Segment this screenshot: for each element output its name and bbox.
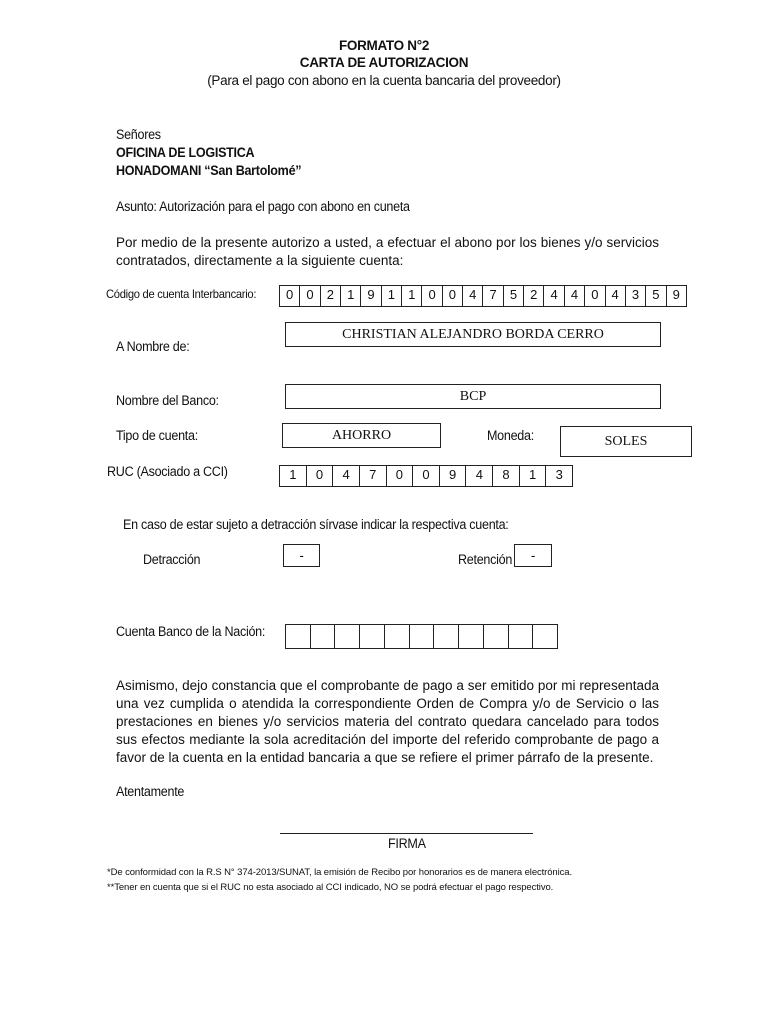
footnote: **Tener en cuenta que si el RUC no esta asociado al CCI indicado, NO se podrá efectuar el pago respectivo.: [107, 882, 554, 893]
currency-label: Moneda:: [487, 428, 534, 443]
form-note: (Para el pago con abono en la cuenta bancaria del proveedor): [207, 73, 561, 88]
signature-label: FIRMA: [388, 836, 426, 851]
cci-digit-cell[interactable]: 1: [341, 286, 361, 306]
ruc-label: RUC (Asociado a CCI): [107, 464, 228, 479]
cci-digit-cell[interactable]: 7: [483, 286, 503, 306]
nation-bank-digit-cell[interactable]: [434, 625, 459, 648]
ruc-digit-cell[interactable]: 9: [440, 466, 467, 486]
salutation: Señores: [116, 127, 161, 142]
cci-digit-cell[interactable]: 1: [382, 286, 402, 306]
ruc-digit-cell[interactable]: 8: [493, 466, 520, 486]
nation-bank-digit-cell[interactable]: [286, 625, 311, 648]
currency-field[interactable]: [560, 426, 692, 457]
detraction-field[interactable]: [283, 544, 320, 567]
ruc-digit-boxes: [279, 465, 573, 487]
cci-digit-cell[interactable]: 0: [280, 286, 300, 306]
ruc-digit-cell[interactable]: 0: [413, 466, 440, 486]
signature-line: [280, 833, 533, 834]
holder-field[interactable]: [285, 322, 661, 347]
ruc-digit-cell[interactable]: 1: [280, 466, 307, 486]
cci-digit-cell[interactable]: 0: [443, 286, 463, 306]
retention-label: Retención: [458, 552, 513, 567]
cci-digit-cell[interactable]: 4: [544, 286, 564, 306]
nation-bank-digit-cell[interactable]: [360, 625, 385, 648]
bank-label: Nombre del Banco:: [116, 393, 219, 408]
retention-field[interactable]: [514, 544, 552, 567]
addressee-office: OFICINA DE LOGISTICA: [116, 145, 255, 160]
cci-digit-cell[interactable]: 0: [422, 286, 442, 306]
holder-value: CHRISTIAN ALEJANDRO BORDA CERRO: [342, 327, 604, 342]
nation-bank-digit-cell[interactable]: [335, 625, 360, 648]
cci-digit-cell[interactable]: 2: [321, 286, 341, 306]
bank-value: BCP: [459, 389, 487, 404]
currency-value: SOLES: [604, 434, 648, 449]
addressee-institution: HONADOMANI “San Bartolomé”: [116, 163, 302, 178]
nation-bank-digit-cell[interactable]: [385, 625, 410, 648]
nation-bank-digit-cell[interactable]: [484, 625, 509, 648]
account-type-value: AHORRO: [331, 428, 392, 443]
cci-digit-cell[interactable]: 3: [626, 286, 646, 306]
bank-field[interactable]: [285, 384, 661, 409]
ruc-digit-cell[interactable]: 1: [520, 466, 547, 486]
cci-digit-cell[interactable]: 0: [585, 286, 605, 306]
retention-value: -: [530, 548, 536, 563]
subject-line: Asunto: Autorización para el pago con abono en cuneta: [116, 199, 410, 214]
ruc-digit-cell[interactable]: 3: [555, 467, 563, 482]
holder-label: A Nombre de:: [116, 339, 190, 354]
detraction-note: En caso de estar sujeto a detracción sírvase indicar la respectiva cuenta:: [123, 517, 509, 532]
ruc-digit-cell[interactable]: 4: [466, 466, 493, 486]
cci-digit-cell[interactable]: 5: [646, 286, 666, 306]
cci-digit-cell[interactable]: 9: [361, 286, 381, 306]
form-title: FORMATO N°2: [338, 38, 430, 53]
nation-bank-digit-boxes: [285, 624, 558, 649]
nation-bank-digit-cell[interactable]: [533, 625, 557, 648]
cci-digit-cell[interactable]: 9: [672, 287, 680, 302]
ruc-digit-cell[interactable]: 4: [333, 466, 360, 486]
ruc-digit-cell[interactable]: 0: [307, 466, 334, 486]
nation-bank-label: Cuenta Banco de la Nación:: [116, 624, 266, 639]
footnote: *De conformidad con la R.S N° 374-2013/SUNAT, la emisión de Recibo por honorarios es de manera electrónica.: [107, 867, 573, 878]
detraction-label: Detracción: [143, 552, 201, 567]
cci-digit-cell[interactable]: 2: [524, 286, 544, 306]
cci-digit-cell[interactable]: 1: [402, 286, 422, 306]
cci-digit-cell[interactable]: 0: [300, 286, 320, 306]
cci-digit-boxes: [279, 285, 687, 307]
cci-digit-cell[interactable]: 4: [565, 286, 585, 306]
nation-bank-digit-cell[interactable]: [459, 625, 484, 648]
cci-label: Código de cuenta Interbancario:: [106, 287, 257, 301]
ruc-digit-cell[interactable]: 7: [360, 466, 387, 486]
nation-bank-digit-cell[interactable]: [311, 625, 336, 648]
ruc-digit-cell[interactable]: 0: [387, 466, 414, 486]
account-type-field[interactable]: [282, 423, 441, 448]
account-type-label: Tipo de cuenta:: [116, 428, 198, 443]
statement-paragraph: Asimismo, dejo constancia que el comprobante de pago a ser emitido por mi representada una vez cumplida o atendida la correspondiente Orden de Compra y/o de Servicio o las prestaciones en bienes y/o servicios materia del contrato quedara cancelado para todos sus efectos mediante la sola acreditación del importe del referido comprobante de pago a favor de la cuenta en la entidad bancaria a que se refiere el primer párrafo de la presente.: [116, 678, 659, 765]
detraction-value: -: [299, 548, 304, 563]
nation-bank-digit-cell[interactable]: [410, 625, 435, 648]
cci-digit-cell[interactable]: 5: [504, 286, 524, 306]
intro-paragraph: Por medio de la presente autorizo a usted, a efectuar el abono por los bienes y/o servicios contratados, directamente a la siguiente cuenta:: [116, 235, 659, 268]
nation-bank-digit-cell[interactable]: [509, 625, 534, 648]
cci-digit-cell[interactable]: 4: [606, 286, 626, 306]
closing: Atentamente: [116, 784, 185, 799]
cci-digit-cell[interactable]: 4: [463, 286, 483, 306]
form-subtitle: CARTA DE AUTORIZACION: [299, 55, 469, 70]
